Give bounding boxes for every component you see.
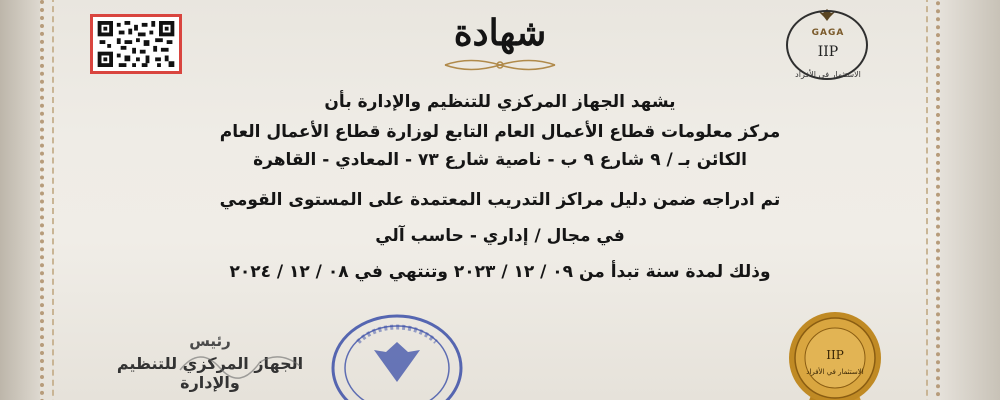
body-line-3: الكائن بـ / ٩ شارع ٩ ب - ناصية شارع ٧٣ - المعادي - القاهرة bbox=[253, 150, 747, 170]
seal-subtitle: الاستثمار في الأفراد bbox=[806, 368, 864, 376]
signature-icon bbox=[170, 340, 310, 390]
official-stamp-icon bbox=[328, 312, 466, 400]
logo-subtitle: الاستثمار في الأفراد bbox=[795, 70, 861, 79]
logo-brand: GAGA bbox=[811, 28, 845, 38]
body-line-5: في مجال / إداري - حاسب آلي bbox=[375, 226, 625, 246]
signatory-title: رئيس bbox=[189, 332, 231, 350]
body-line-2: مركز معلومات قطاع الأعمال العام التابع لوزارة قطاع الأعمال العام bbox=[219, 122, 781, 142]
certificate-title bbox=[420, 10, 580, 80]
body-line-4: تم ادراجه ضمن دليل مراكز التدريب المعتمدة على المستوى القومي bbox=[219, 190, 781, 210]
seal-label: IIP bbox=[826, 348, 844, 362]
qr-code-icon bbox=[97, 21, 175, 67]
ornament-icon bbox=[440, 56, 560, 74]
qr-code bbox=[90, 14, 182, 74]
page-edge-right bbox=[940, 0, 1000, 400]
institution-logo bbox=[780, 8, 872, 80]
logo-text: IIP bbox=[817, 44, 839, 60]
body-line-6: وذلك لمدة سنة تبدأ من ٠٩ / ١٢ / ٢٠٢٣ وتنتهي في ٠٨ / ١٢ / ٢٠٢٤ bbox=[229, 262, 771, 282]
gold-seal bbox=[780, 306, 890, 400]
page-edge-left bbox=[0, 0, 40, 400]
signatory-org: الجهاز المركزي للتنظيم والإدارة bbox=[116, 354, 304, 392]
body-line-1: يشهد الجهاز المركزي للتنظيم والإدارة بأن bbox=[324, 92, 676, 112]
certificate-title-text: شهادة bbox=[453, 12, 547, 54]
